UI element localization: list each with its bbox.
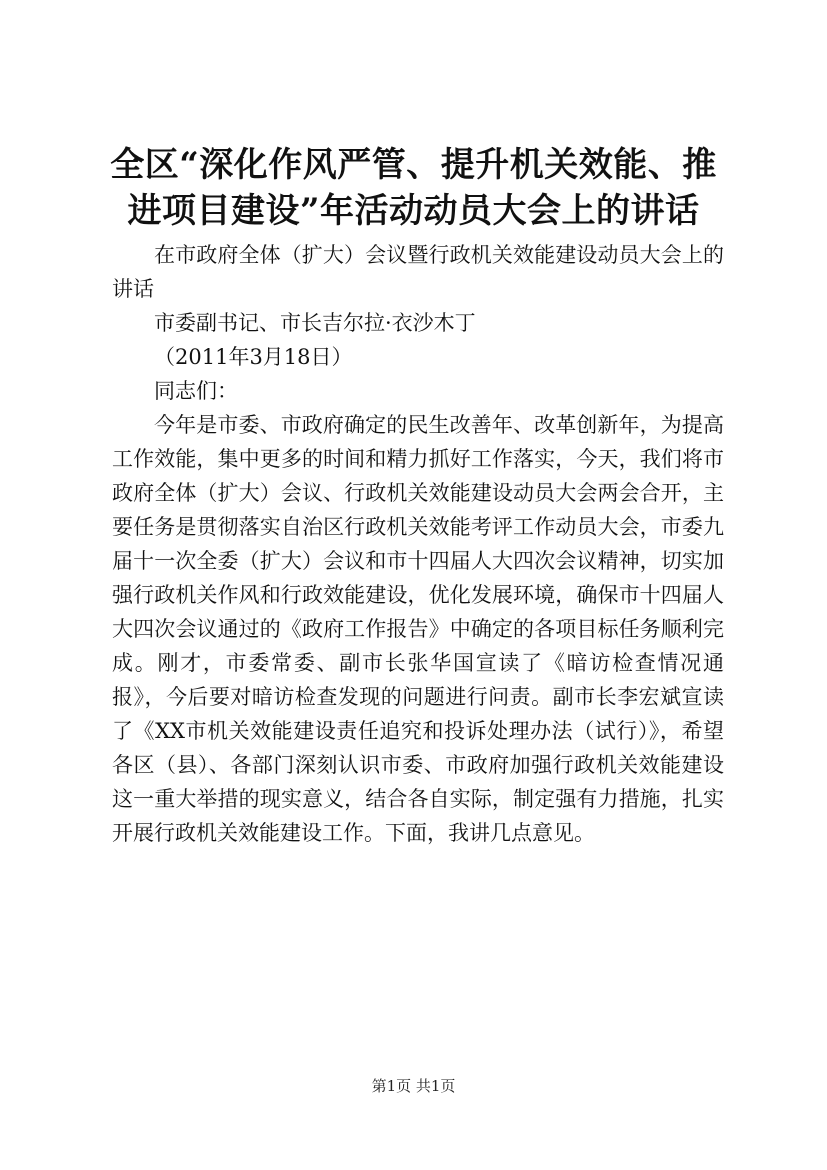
salutation: 同志们：: [154, 379, 238, 403]
page-footer: 第1页 共1页: [371, 1077, 456, 1095]
speech-date: （2011年3月18日）: [154, 345, 353, 369]
document-body: [112, 238, 724, 850]
speech-occasion: 在市政府全体（扩大）会议暨行政机关效能建设动员大会上的讲话: [112, 243, 724, 301]
body-paragraph: 今年是市委、市政府确定的民生改善年、改革创新年，为提高工作效能，集中更多的时间和精力抓好工作落实，今天，我们将市政府全体（扩大）会议、行政机关效能建设动员大会两会合开，主要任务是贯彻落实自治区行政机关效能考评工作动员大会，市委九届十一次全委（扩大）会议和市十四届人大四次会议精神，切实加强行政机关作风和行政效能建设，优化发展环境，确保市十四届人大四次会议通过的《政府工作报告》中确定的各项目标任务顺利完成。刚才，市委常委、副市长张华国宣读了《暗访检查情况通报》，今后要对暗访检查发现的问题进行问责。副市长李宏斌宣读了《XX市机关效能建设责任追究和投诉处理办法（试行）》，希望各区（县）、各部门深刻认识市委、市政府加强行政机关效能建设这一重大举措的现实意义，结合各自实际，制定强有力措施，扎实开展行政机关效能建设工作。下面，我讲几点意见。: [112, 413, 724, 845]
document-title: 全区“深化作风严管、提升机关效能、推进项目建设”年活动动员大会上的讲话: [110, 145, 717, 231]
speaker-line: 市委副书记、市长吉尔拉·衣沙木丁: [154, 311, 476, 335]
